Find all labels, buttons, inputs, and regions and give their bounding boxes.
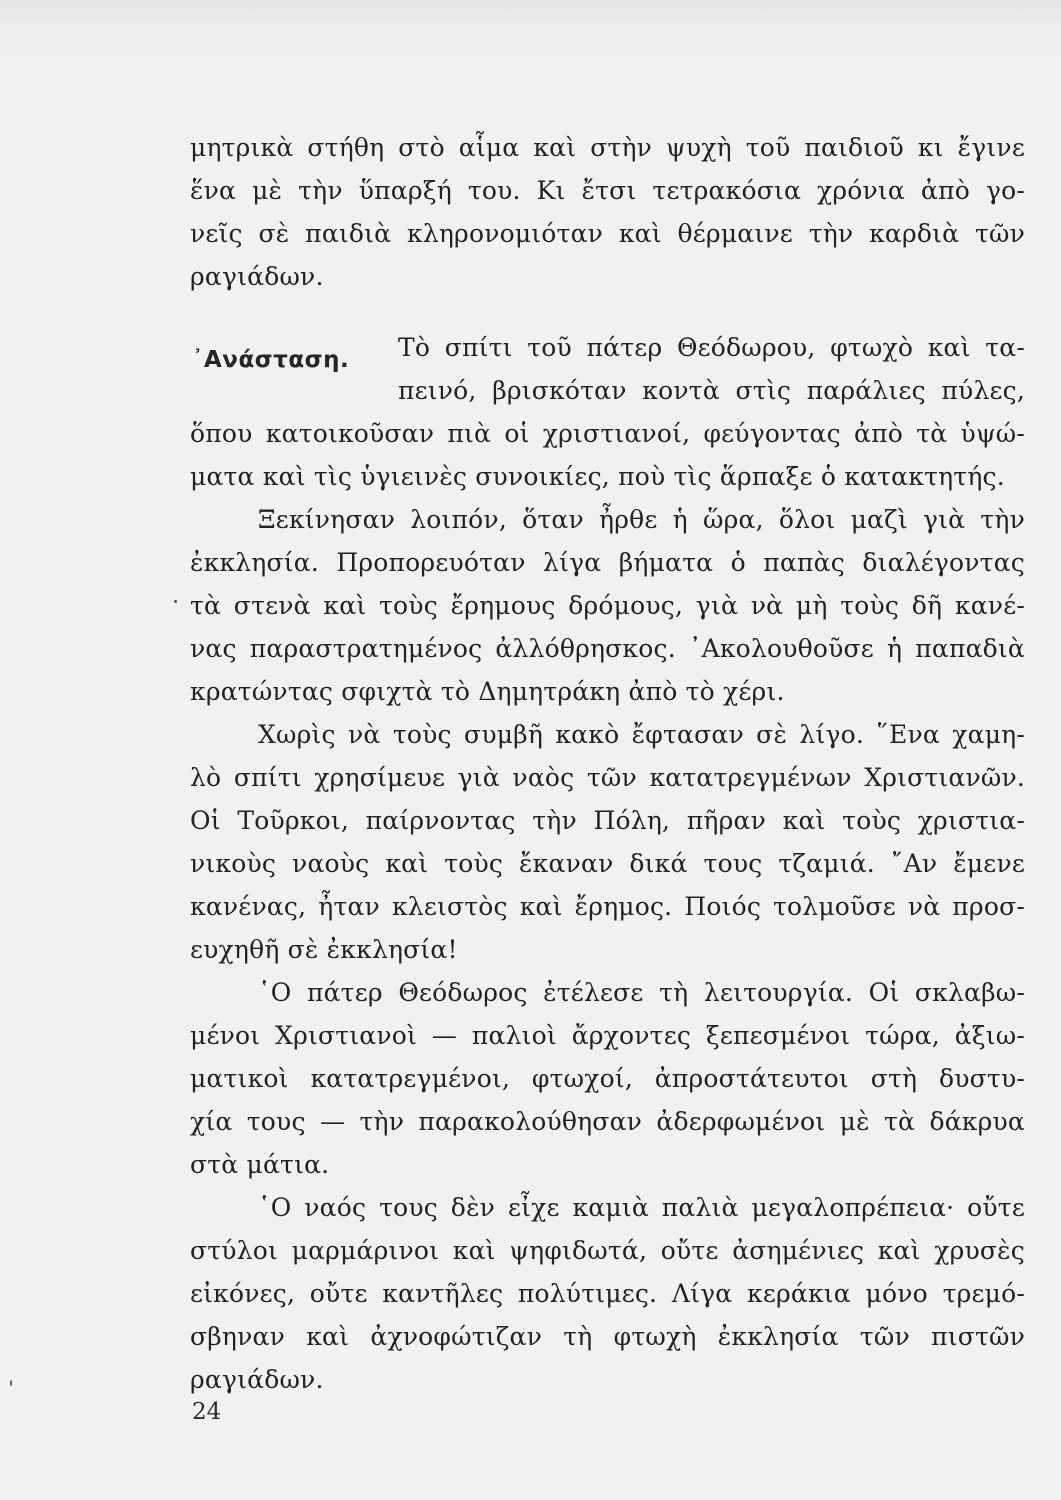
text-line: λὸ σπίτι χρησίμευε γιὰ ναὸς τῶν κατατρεγμένων Χριστιανῶν. [190,763,1025,792]
text-line: ματα καὶ τὶς ὑγιεινὲς συνοικίες, ποὺ τὶς ἅρπαξε ὁ κατακτητής. [190,462,1005,491]
text-line: ῾Ο ναός τους δὲν εἶχε καμιὰ παλιὰ μεγαλοπρέπεια· οὔτε [258,1193,1025,1222]
text-line: Ξεκίνησαν λοιπόν, ὅταν ἦρθε ἡ ὥρα, ὅλοι μαζὶ γιὰ τὴν [258,505,1025,534]
text-line: μένοι Χριστιανοὶ — παλιοὶ ἄρχοντες ξεπεσμένοι τώρα, ἀξιω- [190,1021,1025,1050]
text-line: στὰ μάτια. [190,1150,330,1179]
text-line: κρατώντας σφιχτὰ τὸ Δημητράκη ἀπὸ τὸ χέρι. [190,677,785,706]
text-line: στύλοι μαρμάρινοι καὶ ψηφιδωτά, οὔτε ἀσημένιες καὶ χρυσὲς [190,1236,1025,1265]
text-line: Τὸ σπίτι τοῦ πάτερ Θεόδωρου, φτωχὸ καὶ τα- [398,333,1025,362]
text-line: ἕνα μὲ τὴν ὕπαρξή του. Κι ἔτσι τετρακόσια χρόνια ἀπὸ γο- [190,176,1025,205]
text-line: ευχηθῆ σὲ ἐκκλησία! [190,935,458,964]
page-number: 24 [192,1399,222,1425]
scan-speck [174,600,177,603]
text-line: σβηναν καὶ ἀχνοφώτιζαν τὴ φτωχὴ ἐκκλησία τῶν πιστῶν [190,1322,1025,1351]
text-line: μητρικὰ στήθη στὸ αἷμα καὶ στὴν ψυχὴ τοῦ παιδιοῦ κι ἔγινε [190,133,1025,162]
text-line: ραγιάδων. [190,262,324,291]
text-line: Χωρὶς νὰ τοὺς συμβῆ κακὸ ἔφτασαν σὲ λίγο. ῞Ενα χαμη- [258,720,1025,749]
text-line: πεινό, βρισκόταν κοντὰ στὶς παράλιες πύλες, [398,376,1025,405]
text-line: ἐκκλησία. Προπορευόταν λίγα βήματα ὁ παπὰς διαλέγοντας [190,548,1025,577]
text-line: ῾Ο πάτερ Θεόδωρος ἐτέλεσε τὴ λειτουργία. Οἱ σκλαβω- [258,978,1025,1007]
text-line: νας παραστρατημένος ἀλλόθρησκος. ᾿Ακολουθοῦσε ἡ παπαδιὰ [190,634,1025,663]
text-line: κανένας, ἦταν κλειστὸς καὶ ἔρημος. Ποιός τολμοῦσε νὰ προσ- [190,892,1025,921]
text-line: Οἱ Τοῦρκοι, παίρνοντας τὴν Πόλη, πῆραν καὶ τοὺς χριστια- [190,806,1025,835]
text-line: χία τους — τὴν παρακολούθησαν ἀδερφωμένοι μὲ τὰ δάκρυα [190,1107,1025,1136]
scan-speck [10,1380,12,1386]
text-line: νικοὺς ναοὺς καὶ τοὺς ἔκαναν δικά τους τζαμιά. ῎Αν ἔμενε [190,849,1025,878]
text-line: εἰκόνες, οὔτε καντῆλες πολύτιμες. Λίγα κεράκια μόνο τρεμό- [190,1279,1025,1308]
text-line: ὅπου κατοικοῦσαν πιὰ οἱ χριστιανοί, φεύγοντας ἀπὸ τὰ ὑψώ- [190,419,1025,448]
text-line: ραγιάδων. [190,1365,324,1394]
text-line: ματικοὶ κατατρεγμένοι, φτωχοί, ἀπροστάτευτοι στὴ δυστυ- [190,1064,1025,1093]
section-heading: ᾿Ανάσταση. [192,347,350,373]
text-line: τὰ στενὰ καὶ τοὺς ἔρημους δρόμους, γιὰ νὰ μὴ τοὺς δῆ κανέ- [190,591,1025,620]
text-line: νεῖς σὲ παιδιὰ κληρονομιόταν καὶ θέρμαινε τὴν καρδιὰ τῶν [190,219,1025,248]
